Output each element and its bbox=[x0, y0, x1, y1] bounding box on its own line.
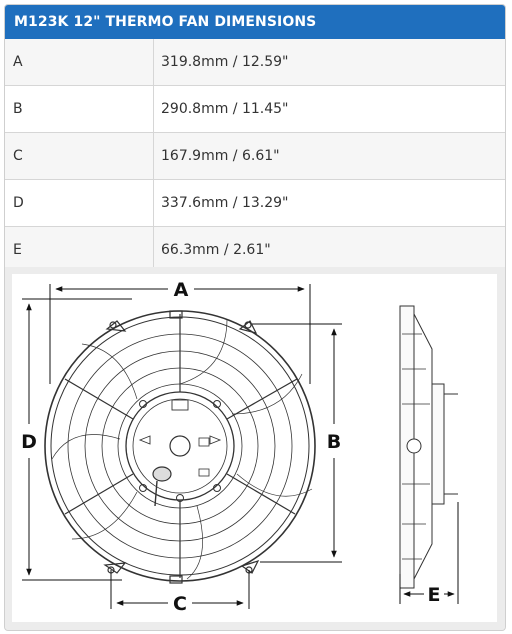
table-title: M123K 12" THERMO FAN DIMENSIONS bbox=[5, 5, 505, 39]
fan-dimension-diagram bbox=[12, 274, 497, 622]
table-row bbox=[5, 133, 505, 180]
dimension-c-label: C bbox=[173, 593, 187, 615]
dimensions-table bbox=[5, 39, 505, 274]
table-row bbox=[5, 39, 505, 86]
dimension-value: 319.8mm / 12.59" bbox=[154, 39, 506, 86]
fan-front-view bbox=[45, 311, 315, 583]
dimension-b-label: B bbox=[326, 431, 342, 453]
dimensions-panel bbox=[4, 4, 506, 631]
dimension-value: 66.3mm / 2.61" bbox=[154, 227, 506, 274]
fan-drawing bbox=[12, 274, 497, 622]
dimension-a-label: A bbox=[173, 279, 189, 301]
dimension-d-label: D bbox=[21, 431, 37, 453]
dimension-label: A bbox=[5, 39, 154, 86]
dimension-value: 290.8mm / 11.45" bbox=[154, 86, 506, 133]
dimension-label: D bbox=[5, 180, 154, 227]
dimension-label: B bbox=[5, 86, 154, 133]
dimension-e-label: E bbox=[427, 584, 441, 606]
dimension-value: 337.6mm / 13.29" bbox=[154, 180, 506, 227]
dimension-value: 167.9mm / 6.61" bbox=[154, 133, 506, 180]
fan-side-view bbox=[400, 306, 458, 588]
drawing-area bbox=[5, 267, 505, 630]
dimension-label: E bbox=[5, 227, 154, 274]
dimension-label: C bbox=[5, 133, 154, 180]
table-row bbox=[5, 180, 505, 227]
table-row bbox=[5, 86, 505, 133]
